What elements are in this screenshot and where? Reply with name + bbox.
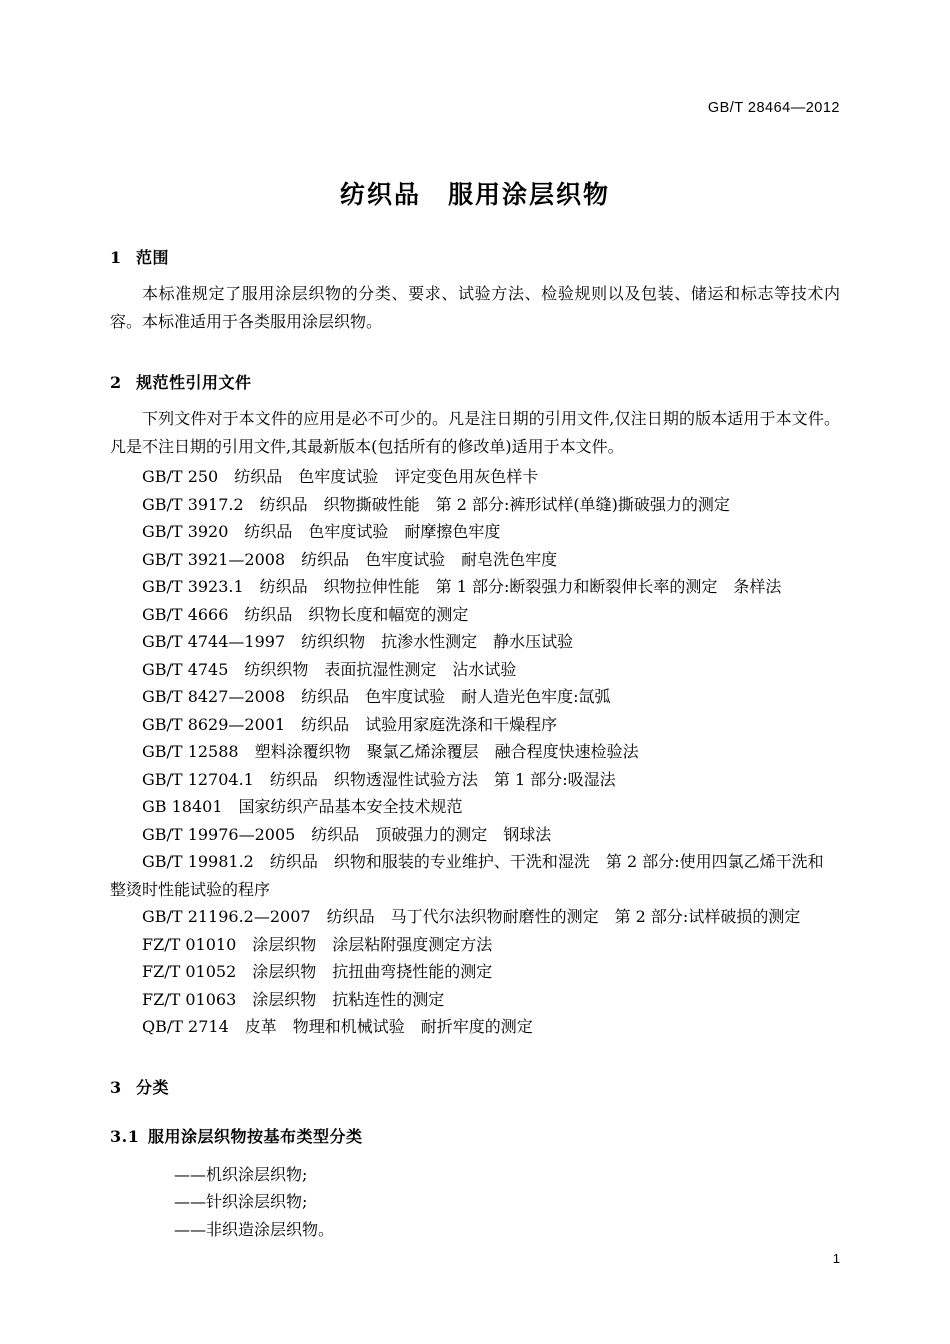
section-title-classification: 分类: [136, 1077, 170, 1097]
bullet-item: ——机织涂层织物;: [174, 1164, 308, 1184]
classification-bullet-list: [110, 1161, 840, 1244]
bullet-item: ——非织造涂层织物。: [174, 1219, 335, 1239]
normative-reference-list: [110, 463, 840, 1041]
page-header-standard-code: GB/T 28464—2012: [707, 100, 840, 116]
reference-item: GB/T 19981.2 纺织品 织物和服装的专业维护、干洗和湿洗 第 2 部分:使用四氯乙烯干洗和: [142, 852, 824, 872]
section-heading-scope: [110, 245, 840, 268]
reference-item: GB/T 250 纺织品 色牢度试验 评定变色用灰色样卡: [142, 467, 539, 486]
reference-item-continuation: 整烫时性能试验的程序: [110, 879, 271, 899]
bullet-item: ——针织涂层织物;: [174, 1192, 308, 1212]
subsection-title: 服用涂层织物按基布类型分类: [148, 1126, 363, 1146]
scope-paragraph: 本标准规定了服用涂层织物的分类、要求、试验方法、检验规则以及包装、储运和标志等技术内容。本标准适用于各类服用涂层织物。: [110, 284, 840, 331]
reference-item: GB/T 12588 塑料涂覆织物 聚氯乙烯涂覆层 融合程度快速检验法: [142, 742, 639, 762]
reference-item: GB/T 19976—2005 纺织品 顶破强力的测定 钢球法: [142, 824, 552, 844]
reference-item: GB/T 21196.2—2007 纺织品 马丁代尔法织物耐磨性的测定 第 2 部分:试样破损的测定: [142, 907, 801, 927]
subsection-heading-base-fabric-classification: [110, 1124, 840, 1147]
reference-item: GB/T 4745 纺织织物 表面抗湿性测定 沾水试验: [142, 659, 517, 679]
reference-item: GB/T 3917.2 纺织品 织物撕破性能 第 2 部分:裤形试样(单缝)撕破强力的测定: [142, 494, 730, 514]
section-title-normative-references: 规范性引用文件: [136, 373, 252, 392]
reference-item: GB/T 3923.1 纺织品 织物拉伸性能 第 1 部分:断裂强力和断裂伸长率的测定 条样法: [142, 577, 782, 597]
reference-item: GB/T 12704.1 纺织品 织物透湿性试验方法 第 1 部分:吸湿法: [142, 769, 616, 789]
reference-item: GB/T 3920 纺织品 色牢度试验 耐摩擦色牢度: [142, 522, 501, 542]
normative-references-intro: 下列文件对于本文件的应用是必不可少的。凡是注日期的引用文件,仅注日期的版本适用于本文件。凡是不注日期的引用文件,其最新版本(包括所有的修改单)适用于本文件。: [110, 409, 840, 456]
section-number-scope: 1: [110, 248, 122, 267]
section-heading-normative-references: [110, 370, 840, 393]
page-number: 1: [832, 1251, 840, 1266]
reference-item: FZ/T 01052 涂层织物 抗扭曲弯挠性能的测定: [142, 962, 493, 982]
page-title: 纺织品 服用涂层织物: [339, 180, 610, 209]
reference-item: GB/T 3921—2008 纺织品 色牢度试验 耐皂洗色牢度: [142, 549, 558, 569]
reference-item: FZ/T 01063 涂层织物 抗粘连性的测定: [142, 989, 445, 1009]
section-title-scope: 范围: [136, 248, 170, 267]
reference-item: GB/T 8427—2008 纺织品 色牢度试验 耐人造光色牢度:氙弧: [142, 687, 611, 707]
section-heading-classification: [110, 1075, 840, 1098]
reference-item: QB/T 2714 皮革 物理和机械试验 耐折牢度的测定: [142, 1017, 533, 1037]
reference-item: GB/T 8629—2001 纺织品 试验用家庭洗涤和干燥程序: [142, 714, 558, 734]
section-number-classification: 3: [110, 1077, 122, 1097]
reference-item: FZ/T 01010 涂层织物 涂层粘附强度测定方法: [142, 934, 493, 954]
section-number-normative-references: 2: [110, 373, 122, 392]
reference-item: GB 18401 国家纺织产品基本安全技术规范: [142, 797, 463, 817]
reference-item: GB/T 4744—1997 纺织织物 抗渗水性测定 静水压试验: [142, 632, 574, 652]
reference-item: GB/T 4666 纺织品 织物长度和幅宽的测定: [142, 604, 469, 624]
subsection-number: 3.1: [110, 1126, 140, 1146]
